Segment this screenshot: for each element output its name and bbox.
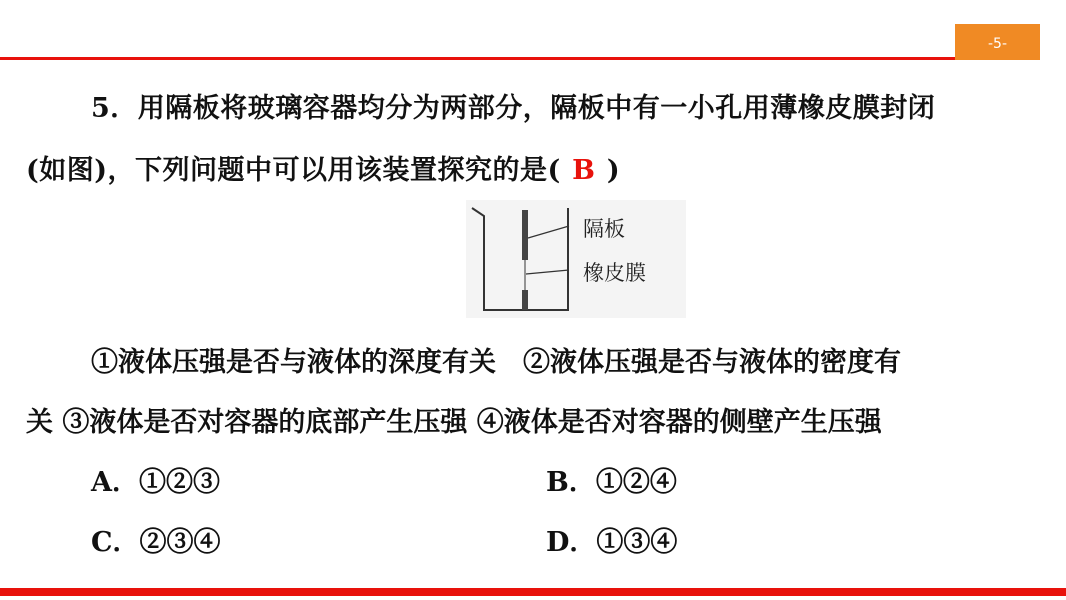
footer-divider	[0, 588, 1066, 596]
answer-text: B	[572, 155, 596, 186]
figure-background	[466, 200, 686, 318]
option-d: D．①③④	[546, 527, 678, 558]
option-b: B．①②④	[546, 467, 677, 498]
statements-line-2: 关 ③液体是否对容器的底部产生压强 ④液体是否对容器的侧壁产生压强	[26, 407, 882, 438]
header-divider	[0, 57, 955, 60]
question-line-2	[26, 148, 620, 187]
membrane-label: 橡皮膜	[583, 261, 646, 285]
question-line-2-prefix: (如图)，下列问题中可以用该装置探究的是(	[26, 155, 561, 186]
page-number-tab	[955, 24, 1040, 60]
statements-line-1: ①液体压强是否与液体的深度有关 ②液体压强是否与液体的密度有	[91, 347, 901, 378]
question-line-2-suffix: )	[606, 155, 621, 186]
page-number: -5-	[987, 36, 1007, 52]
option-a: A．①②③	[91, 467, 220, 498]
option-c: C．②③④	[91, 527, 221, 558]
container-figure	[466, 200, 686, 318]
question-line-1: 5．用隔板将玻璃容器均分为两部分，隔板中有一小孔用薄橡皮膜封闭	[91, 93, 936, 124]
container-diagram	[466, 200, 686, 318]
divider-upper	[522, 210, 528, 260]
divider-label: 隔板	[583, 217, 625, 241]
divider-lower	[522, 290, 528, 310]
